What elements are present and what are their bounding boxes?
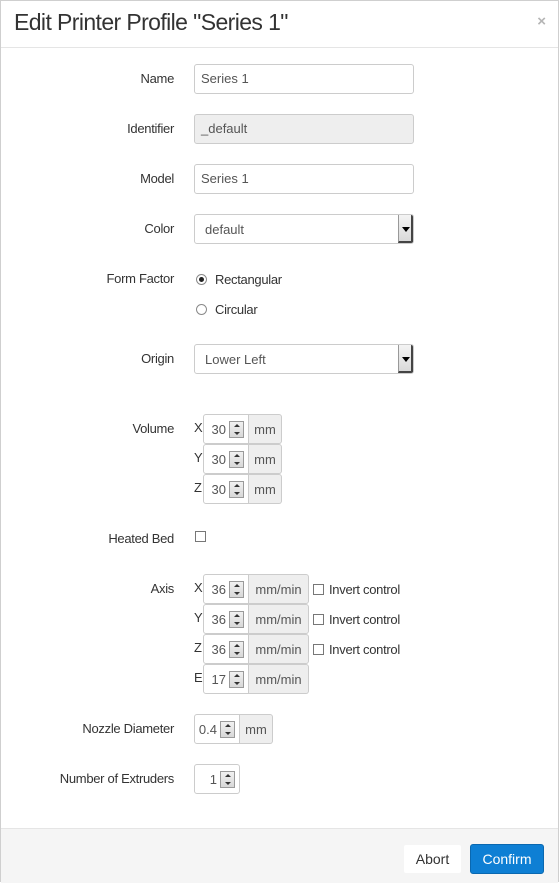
invert-y-label: Invert control xyxy=(329,612,400,627)
extruders-value: 1 xyxy=(209,772,217,787)
axis-z-unit: mm/min xyxy=(249,634,309,664)
volume-z-unit: mm xyxy=(249,474,282,504)
color-label: Color xyxy=(144,221,174,236)
confirm-button[interactable]: Confirm xyxy=(470,844,544,874)
axis-x-input[interactable] xyxy=(203,574,249,604)
close-icon[interactable]: × xyxy=(537,13,546,30)
origin-select[interactable] xyxy=(194,344,414,374)
color-select-value: default xyxy=(205,222,245,237)
spinner-icon[interactable] xyxy=(229,481,244,498)
volume-y-group xyxy=(203,444,282,474)
spinner-icon[interactable] xyxy=(229,671,244,688)
heated-bed-label: Heated Bed xyxy=(108,531,174,546)
axis-y-unit: mm/min xyxy=(249,604,309,634)
spinner-icon[interactable] xyxy=(220,721,235,738)
form-factor-label: Form Factor xyxy=(106,271,174,286)
dialog-title: Edit Printer Profile "Series 1" xyxy=(14,9,288,35)
name-input[interactable]: Series 1 xyxy=(194,64,414,94)
volume-y-unit: mm xyxy=(249,444,282,474)
select-arrow-icon[interactable] xyxy=(398,345,413,373)
axis-y-invert[interactable] xyxy=(313,612,400,627)
axis-z-group xyxy=(203,634,309,664)
abort-button[interactable]: Abort xyxy=(403,844,462,874)
axis-e-group xyxy=(203,664,309,694)
axis-y-group xyxy=(203,604,309,634)
axis-z-input[interactable] xyxy=(203,634,249,664)
invert-x-label: Invert control xyxy=(329,582,400,597)
volume-x-letter: X xyxy=(194,420,203,435)
extruders-group xyxy=(194,764,240,794)
spinner-icon[interactable] xyxy=(229,451,244,468)
volume-z-letter: Z xyxy=(194,480,202,495)
volume-z-value: 30 xyxy=(211,482,226,497)
extruders-input[interactable] xyxy=(194,764,240,794)
nozzle-diameter-value: 0.4 xyxy=(198,722,217,737)
spinner-icon[interactable] xyxy=(229,421,244,438)
nozzle-diameter-input[interactable] xyxy=(194,714,240,744)
axis-y-letter: Y xyxy=(194,610,203,625)
axis-y-input[interactable] xyxy=(203,604,249,634)
volume-x-unit: mm xyxy=(249,414,282,444)
radio-icon[interactable] xyxy=(196,274,207,285)
invert-z-label: Invert control xyxy=(329,642,400,657)
axis-x-unit: mm/min xyxy=(249,574,309,604)
spinner-icon[interactable] xyxy=(229,611,244,628)
axis-z-letter: Z xyxy=(194,640,202,655)
spinner-icon[interactable] xyxy=(220,771,235,788)
nozzle-diameter-label: Nozzle Diameter xyxy=(82,721,174,736)
axis-z-value: 36 xyxy=(211,642,226,657)
form-factor-rectangular-option[interactable] xyxy=(194,270,282,288)
nozzle-diameter-unit: mm xyxy=(240,714,273,744)
radio-icon[interactable] xyxy=(196,304,207,315)
volume-x-value: 30 xyxy=(211,422,226,437)
axis-e-unit: mm/min xyxy=(249,664,309,694)
axis-e-input[interactable] xyxy=(203,664,249,694)
volume-y-letter: Y xyxy=(194,450,203,465)
volume-label: Volume xyxy=(132,421,174,436)
rectangular-label: Rectangular xyxy=(215,271,282,287)
volume-z-input[interactable] xyxy=(203,474,249,504)
origin-select-value: Lower Left xyxy=(205,352,266,367)
checkbox-icon[interactable] xyxy=(313,644,324,655)
axis-x-value: 36 xyxy=(211,582,226,597)
axis-label: Axis xyxy=(150,581,174,596)
color-select[interactable] xyxy=(194,214,414,244)
spinner-icon[interactable] xyxy=(229,641,244,658)
volume-x-input[interactable] xyxy=(203,414,249,444)
checkbox-icon[interactable] xyxy=(313,614,324,625)
select-arrow-icon[interactable] xyxy=(398,215,413,243)
model-label: Model xyxy=(140,171,174,186)
form-factor-circular-option[interactable] xyxy=(194,300,257,318)
axis-y-value: 36 xyxy=(211,612,226,627)
origin-label: Origin xyxy=(141,351,174,366)
extruders-label: Number of Extruders xyxy=(59,771,174,786)
axis-x-invert[interactable] xyxy=(313,582,400,597)
spinner-icon[interactable] xyxy=(229,581,244,598)
checkbox-icon[interactable] xyxy=(313,584,324,595)
identifier-label: Identifier xyxy=(127,121,174,136)
volume-x-group xyxy=(203,414,282,444)
dialog-footer xyxy=(1,828,558,883)
axis-x-letter: X xyxy=(194,580,203,595)
heated-bed-checkbox[interactable] xyxy=(195,531,206,542)
volume-y-input[interactable] xyxy=(203,444,249,474)
volume-z-group xyxy=(203,474,282,504)
axis-e-value: 17 xyxy=(211,672,226,687)
axis-e-letter: E xyxy=(194,670,203,685)
axis-z-invert[interactable] xyxy=(313,642,400,657)
nozzle-diameter-group xyxy=(194,714,273,744)
circular-label: Circular xyxy=(215,301,258,317)
axis-x-group xyxy=(203,574,309,604)
identifier-input[interactable]: _default xyxy=(194,114,414,144)
model-input[interactable]: Series 1 xyxy=(194,164,414,194)
dialog-header xyxy=(1,1,558,48)
name-label: Name xyxy=(140,71,174,86)
volume-y-value: 30 xyxy=(211,452,226,467)
